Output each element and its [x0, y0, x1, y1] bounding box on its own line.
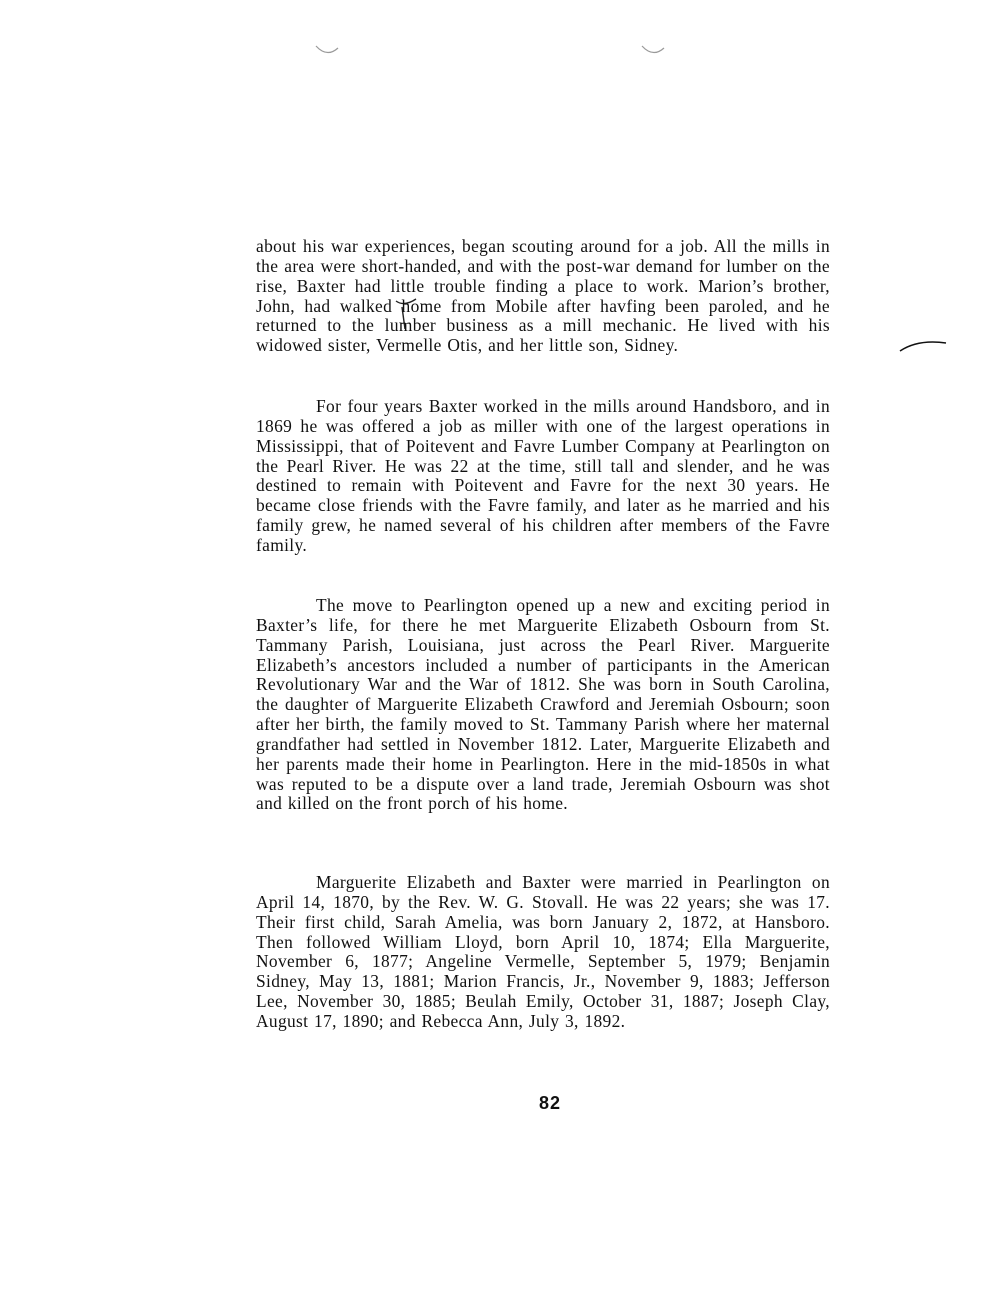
page-number: 82 — [538, 1093, 562, 1113]
margin-pen-mark — [898, 335, 948, 357]
paragraph-2: For four years Baxter worked in the mills around Handsboro, and in 1869 he was offered a job as miller with one of the largest operations in Mississippi, that of Poitevent and Favre Lumber Company at Pearlington on the Pearl River. He was 22 at the time, still tall and slender, and he was destined to remain with Poitevent and Favre for the next 30 years. He became close friends with the Favre family, and later as he married and his family grew, he named several of his children after members of the Favre family. — [256, 396, 830, 555]
binding-hole-mark-left — [314, 38, 340, 60]
paragraph-3: The move to Pearlington opened up a new and exciting period in Baxter’s life, for there he met Marguerite Elizabeth Osbourn from St. Tammany Parish, Louisiana, just across the Pearl River. Marguerite Elizabeth’s ancestors included a number of participants in the American Revolutionary War and the War of 1812. She was born in South Carolina, the daughter of Marguerite Elizabeth Crawford and Jeremiah Osbourn; soon after her birth, the family moved to St. Tammany Parish where her maternal grandfather had settled in November 1812. Later, Marguerite Elizabeth and her parents made their home in Pearlington. Here in the mid-1850s in what was reputed to be a dispute over a land trade, Jeremiah Osbourn was shot and killed on the front porch of his home. — [256, 595, 830, 814]
paragraph-1: about his war experiences, began scouting around for a job. All the mills in the area were short-handed, and with the post-war demand for lumber on the rise, Baxter had little trouble finding a place to work. Marion’s brother, John, had walked home from Mobile after havfing been paroled, and he returned to the lumber business as a mill mechanic. He lived with his widowed sister, Vermelle Otis, and her little son, Sidney. — [256, 236, 830, 356]
binding-hole-mark-right — [640, 38, 666, 60]
paragraph-4: Marguerite Elizabeth and Baxter were married in Pearlington on April 14, 1870, by the Rev. W. G. Stovall. He was 22 years; she was 17. Their first child, Sarah Amelia, was born January 2, 1872, at Hansboro. Then followed William Lloyd, born April 10, 1874; Ella Marguerite, November 6, 1877; Angeline Vermelle, September 5, 1979; Benjamin Sidney, May 13, 1881; Marion Francis, Jr., November 9, 1883; Jefferson Lee, November 30, 1885; Beulah Emily, October 31, 1887; Joseph Clay, August 17, 1890; and Rebecca Ann, July 3, 1892. — [256, 872, 830, 1031]
